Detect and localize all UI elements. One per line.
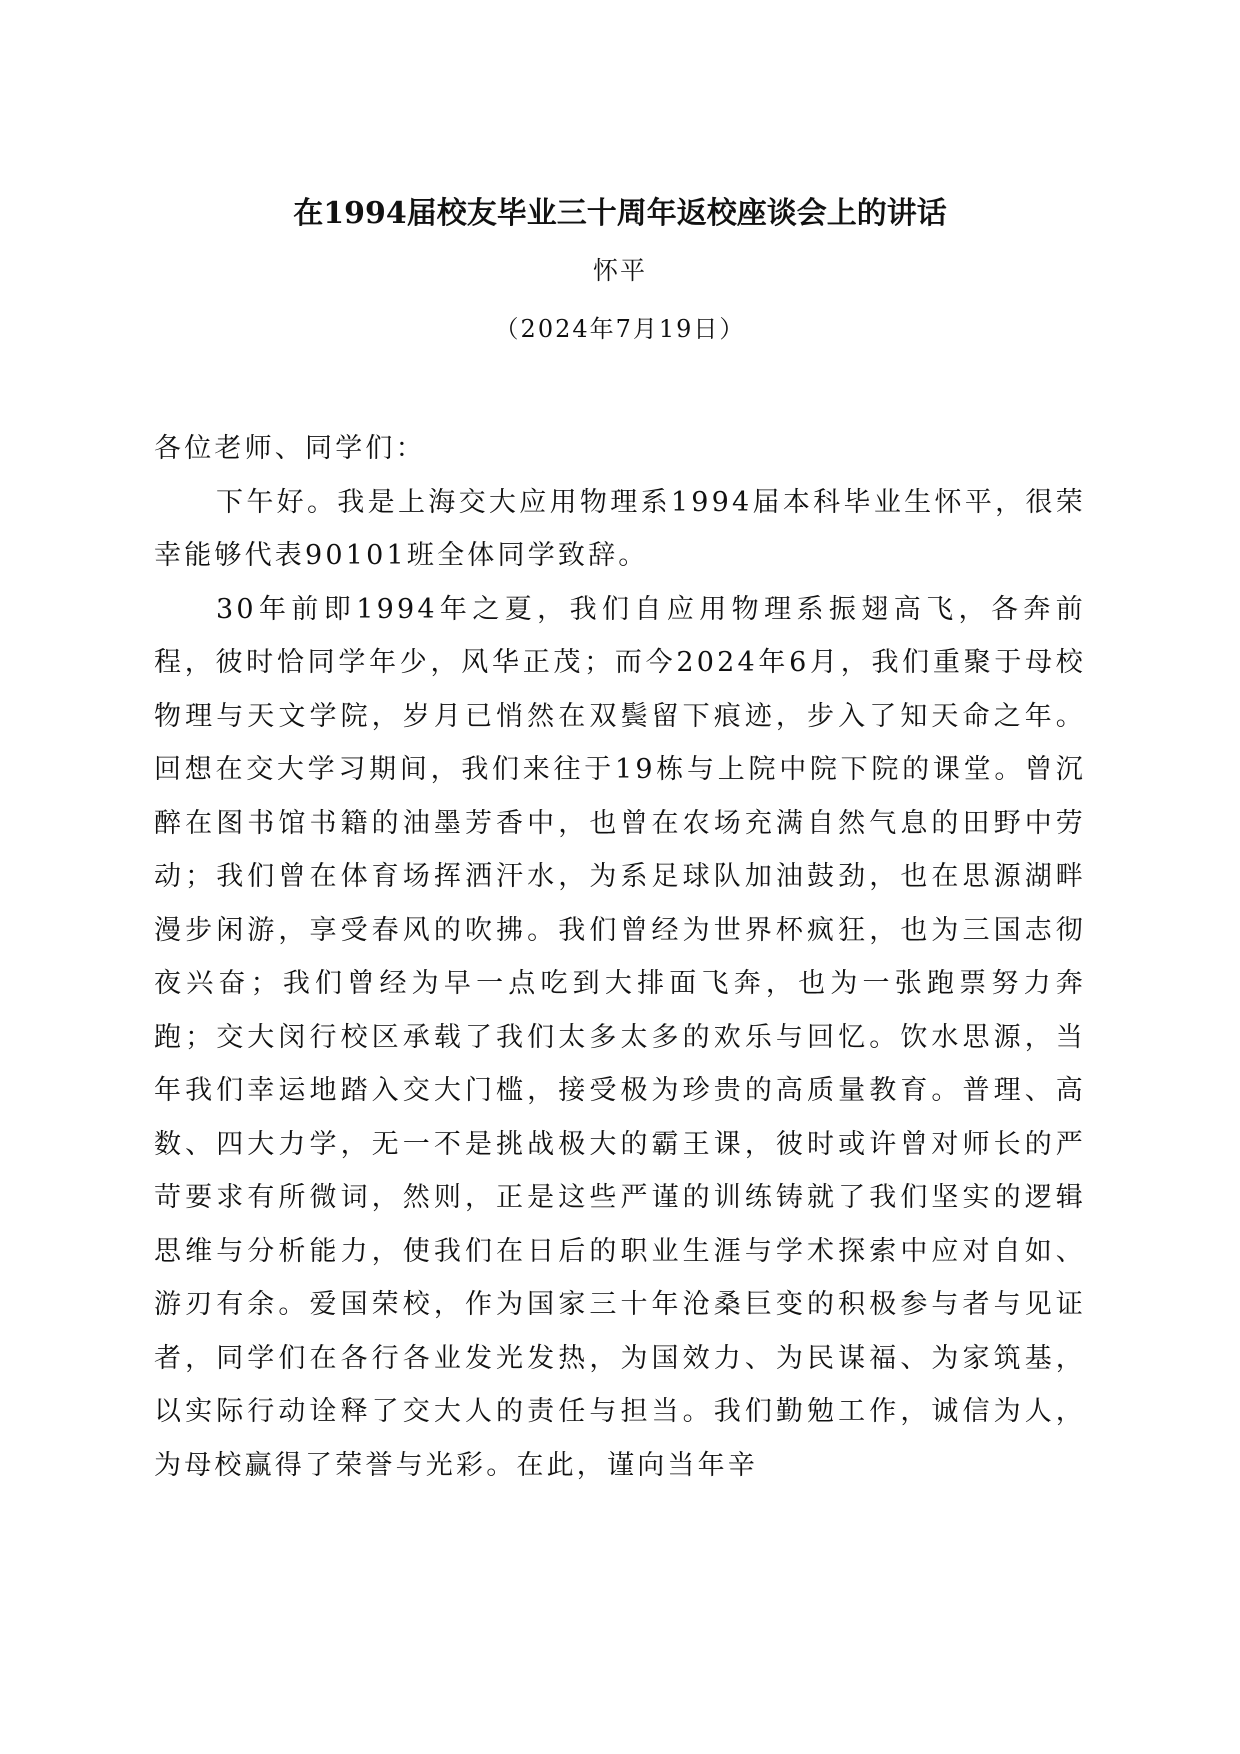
speech-date: （2024年7月19日）: [494, 315, 746, 343]
paragraph-memories: 30年前即1994年之夏，我们自应用物理系振翅高飞，各奔前程，彼时恰同学年少，风华正茂；而今2024年6月，我们重聚于母校物理与天文学院，岁月已悄然在双鬓留下痕迹，步入了知天命之年。回想在交大学习期间，我们来往于19栋与上院中院下院的课堂。曾沉醉在图书馆书籍的油墨芳香中，也曾在农场充满自然气息的田野中劳动；我们曾在体育场挥洒汗水，为系足球队加油鼓劲，也在思源湖畔漫步闲游，享受春风的吹拂。我们曾经为世界杯疯狂，也为三国志彻夜兴奋；我们曾经为早一点吃到大排面飞奔，也为一张跑票努力奔跑；交大闵行校区承载了我们太多太多的欢乐与回忆。饮水思源，当年我们幸运地踏入交大门槛，接受极为珍贵的高质量教育。普理、高数、四大力学，无一不是挑战极大的霸王课，彼时或许曾对师长的严苛要求有所微词，然则，正是这些严谨的训练铸就了我们坚实的逻辑思维与分析能力，使我们在日后的职业生涯与学术探索中应对自如、游刃有余。爱国荣校，作为国家三十年沧桑巨变的积极参与者与见证者，同学们在各行各业发光发热，为国效力、为民谋福、为家筑基，以实际行动诠释了交大人的责任与担当。我们勤勉工作，诚信为人，为母校赢得了荣誉与光彩。在此，谨向当年辛: [154, 593, 1086, 1481]
paragraph-greeting: 下午好。我是上海交大应用物理系1994届本科毕业生怀平，很荣幸能够代表90101班全体同学致辞。: [154, 486, 1086, 571]
document-title: 在1994届校友毕业三十周年返校座谈会上的讲话: [293, 196, 947, 231]
author-name: 怀平: [592, 256, 647, 285]
speech-body: [154, 422, 1086, 1492]
salutation: 各位老师、同学们：: [154, 433, 426, 464]
